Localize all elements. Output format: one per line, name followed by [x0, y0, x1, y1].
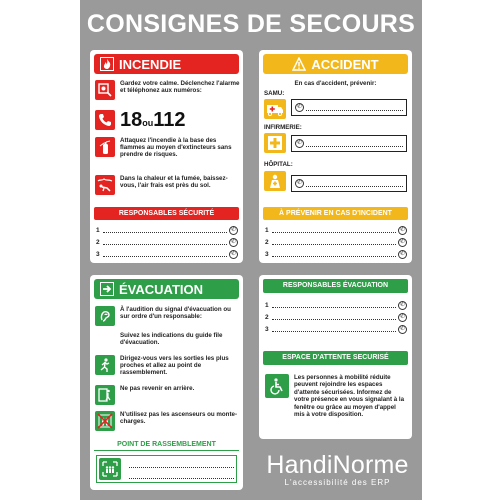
evacuation-step4-text: Ne pas revenir en arrière. [120, 385, 195, 392]
incendie-step3-text: Dans la chaleur et la fumée, baissez-vous, l'air frais est près du sol. [120, 175, 228, 190]
phone-symbol-icon: ✆ [230, 238, 237, 245]
dotted-line [129, 459, 234, 468]
securite-line-2 [96, 238, 238, 246]
evacuation-panel [90, 275, 243, 490]
number-or: ou [142, 118, 154, 128]
incendie-step-extinguisher [95, 137, 240, 159]
evacuation-header [94, 279, 239, 299]
dotted-line [103, 228, 227, 233]
espace-attente-text: Les personnes à mobilité réduite peuvent rejoindre les espaces d'attente sécurisées. Informez de votre présence en vous signalant à la fenêtre ou grâce au moyen d'appel mis à votre disposition. [294, 374, 405, 419]
hospital-icon [264, 171, 286, 191]
exit-arrow-icon [100, 282, 114, 296]
dotted-line [272, 303, 396, 308]
phone-symbol-icon: ✆ [230, 250, 237, 257]
fire-icon [100, 57, 114, 71]
evacuation-step-exit [95, 355, 240, 377]
espace-attente-row [265, 374, 407, 418]
infirmerie-box [291, 135, 407, 152]
safety-poster [80, 0, 422, 500]
line-number: 3 [96, 250, 100, 258]
incendie-panel [90, 50, 243, 263]
dotted-line [306, 181, 403, 187]
securite-line-3 [96, 250, 238, 258]
exit-door-icon [95, 385, 115, 405]
wheelchair-icon [265, 374, 289, 398]
fire-extinguisher-icon [95, 137, 115, 157]
responsables-securite-title: RESPONSABLES SÉCURITÉ [94, 207, 239, 220]
accident-intro: En cas d'accident, prévenir: [294, 80, 377, 87]
hearing-icon [95, 306, 115, 326]
hopital-label: HÔPITAL: [264, 161, 293, 168]
infirmerie-label: INFIRMERIE: [264, 124, 302, 131]
responsables-evacuation-title: RESPONSABLES ÉVACUATION [263, 279, 408, 293]
phone-symbol-icon: ✆ [399, 325, 406, 332]
dotted-line [272, 315, 396, 320]
securite-line-1 [96, 226, 238, 234]
hopital-box [291, 175, 407, 192]
crawl-low-icon [95, 175, 115, 195]
phone-symbol-icon: ✆ [399, 226, 406, 233]
accident-header [263, 54, 408, 74]
incendie-header [94, 54, 239, 74]
handinorme-logo [255, 452, 420, 488]
phone-symbol-icon: ✆ [296, 104, 303, 110]
evac-line-1 [265, 301, 407, 309]
phone-symbol-icon: ✆ [296, 140, 303, 146]
phone-symbol-icon: ✆ [230, 226, 237, 233]
incident-line-3 [265, 250, 407, 258]
samu-label: SAMU: [264, 90, 285, 97]
evacuation-step-noback [95, 385, 240, 405]
incendie-step-alarm [95, 80, 240, 100]
incendie-step-smoke [95, 175, 240, 195]
dotted-line [103, 252, 227, 257]
line-number: 2 [96, 238, 100, 246]
evacuation-step1-text: À l'audition du signal d'évacuation ou sur ordre d'un responsable: [120, 306, 231, 321]
phone-symbol-icon: ✆ [399, 238, 406, 245]
dotted-line [103, 240, 227, 245]
line-number: 1 [265, 226, 269, 234]
poster-title: CONSIGNES DE SECOURS [86, 10, 416, 38]
dotted-line [272, 252, 396, 257]
brand-name: HandiNorme [266, 451, 409, 479]
incendie-step-phone [95, 110, 240, 133]
phone-icon [95, 110, 115, 130]
first-aid-icon [264, 133, 286, 153]
no-elevator-icon [95, 411, 115, 431]
evac-line-3 [265, 325, 407, 333]
phone-symbol-icon: ✆ [399, 313, 406, 320]
rally-point-box [96, 455, 237, 483]
evacuation-step-guide [95, 332, 240, 352]
line-number: 1 [265, 301, 269, 309]
espace-attente-title: ESPACE D'ATTENTE SECURISÉ [263, 351, 408, 365]
number-112: 112 [153, 109, 186, 131]
evac-line-2 [265, 313, 407, 321]
evacuation-step-signal [95, 306, 240, 326]
evacuation-step3-text: Dirigez-vous vers les sorties les plus proches et allez au point de rassemblement. [120, 355, 229, 377]
brand-tagline: L'accessibilité des ERP [284, 478, 391, 487]
dotted-line [272, 240, 396, 245]
evacuation-header-label: ÉVACUATION [119, 281, 204, 297]
line-number: 1 [96, 226, 100, 234]
dotted-line [306, 105, 403, 111]
phone-symbol-icon: ✆ [399, 250, 406, 257]
alarm-icon [95, 80, 115, 100]
incident-line-1 [265, 226, 407, 234]
evacuation-step-elevator [95, 411, 240, 431]
responsables-evacuation-panel [259, 275, 412, 439]
running-man-icon [95, 355, 115, 375]
point-rassemblement-title: POINT DE RASSEMBLEMENT [94, 438, 239, 451]
line-number: 2 [265, 313, 269, 321]
prevenir-incident-title: À PRÉVENIR EN CAS D'INCIDENT [263, 207, 408, 220]
emergency-numbers [120, 110, 186, 133]
incendie-step1-text: Gardez votre calme. Déclenchez l'alarme et téléphonez aux numéros: [120, 80, 240, 95]
phone-symbol-icon: ✆ [296, 180, 303, 186]
warning-icon [292, 57, 306, 71]
number-18: 18 [120, 109, 143, 131]
dotted-line [272, 228, 396, 233]
line-number: 3 [265, 250, 269, 258]
dotted-line [129, 470, 234, 479]
dotted-line [306, 141, 403, 147]
evacuation-step5-text: N'utilisez pas les ascenseurs ou monte-charges. [120, 411, 238, 426]
incident-line-2 [265, 238, 407, 246]
line-number: 2 [265, 238, 269, 246]
assembly-point-icon [99, 458, 121, 480]
phone-symbol-icon: ✆ [399, 301, 406, 308]
dotted-line [272, 327, 396, 332]
line-number: 3 [265, 325, 269, 333]
accident-header-label: ACCIDENT [311, 56, 379, 72]
ambulance-icon [264, 99, 286, 119]
incendie-step2-text: Attaquez l'incendie à la base des flammes au moyen d'extincteurs sans prendre de risques. [120, 137, 232, 159]
samu-box [291, 99, 407, 116]
incendie-header-label: INCENDIE [119, 56, 182, 72]
rally-lines [126, 458, 234, 480]
evacuation-step2-text: Suivez les indications du guide file d'évacuation. [120, 332, 223, 347]
accident-panel [259, 50, 412, 263]
